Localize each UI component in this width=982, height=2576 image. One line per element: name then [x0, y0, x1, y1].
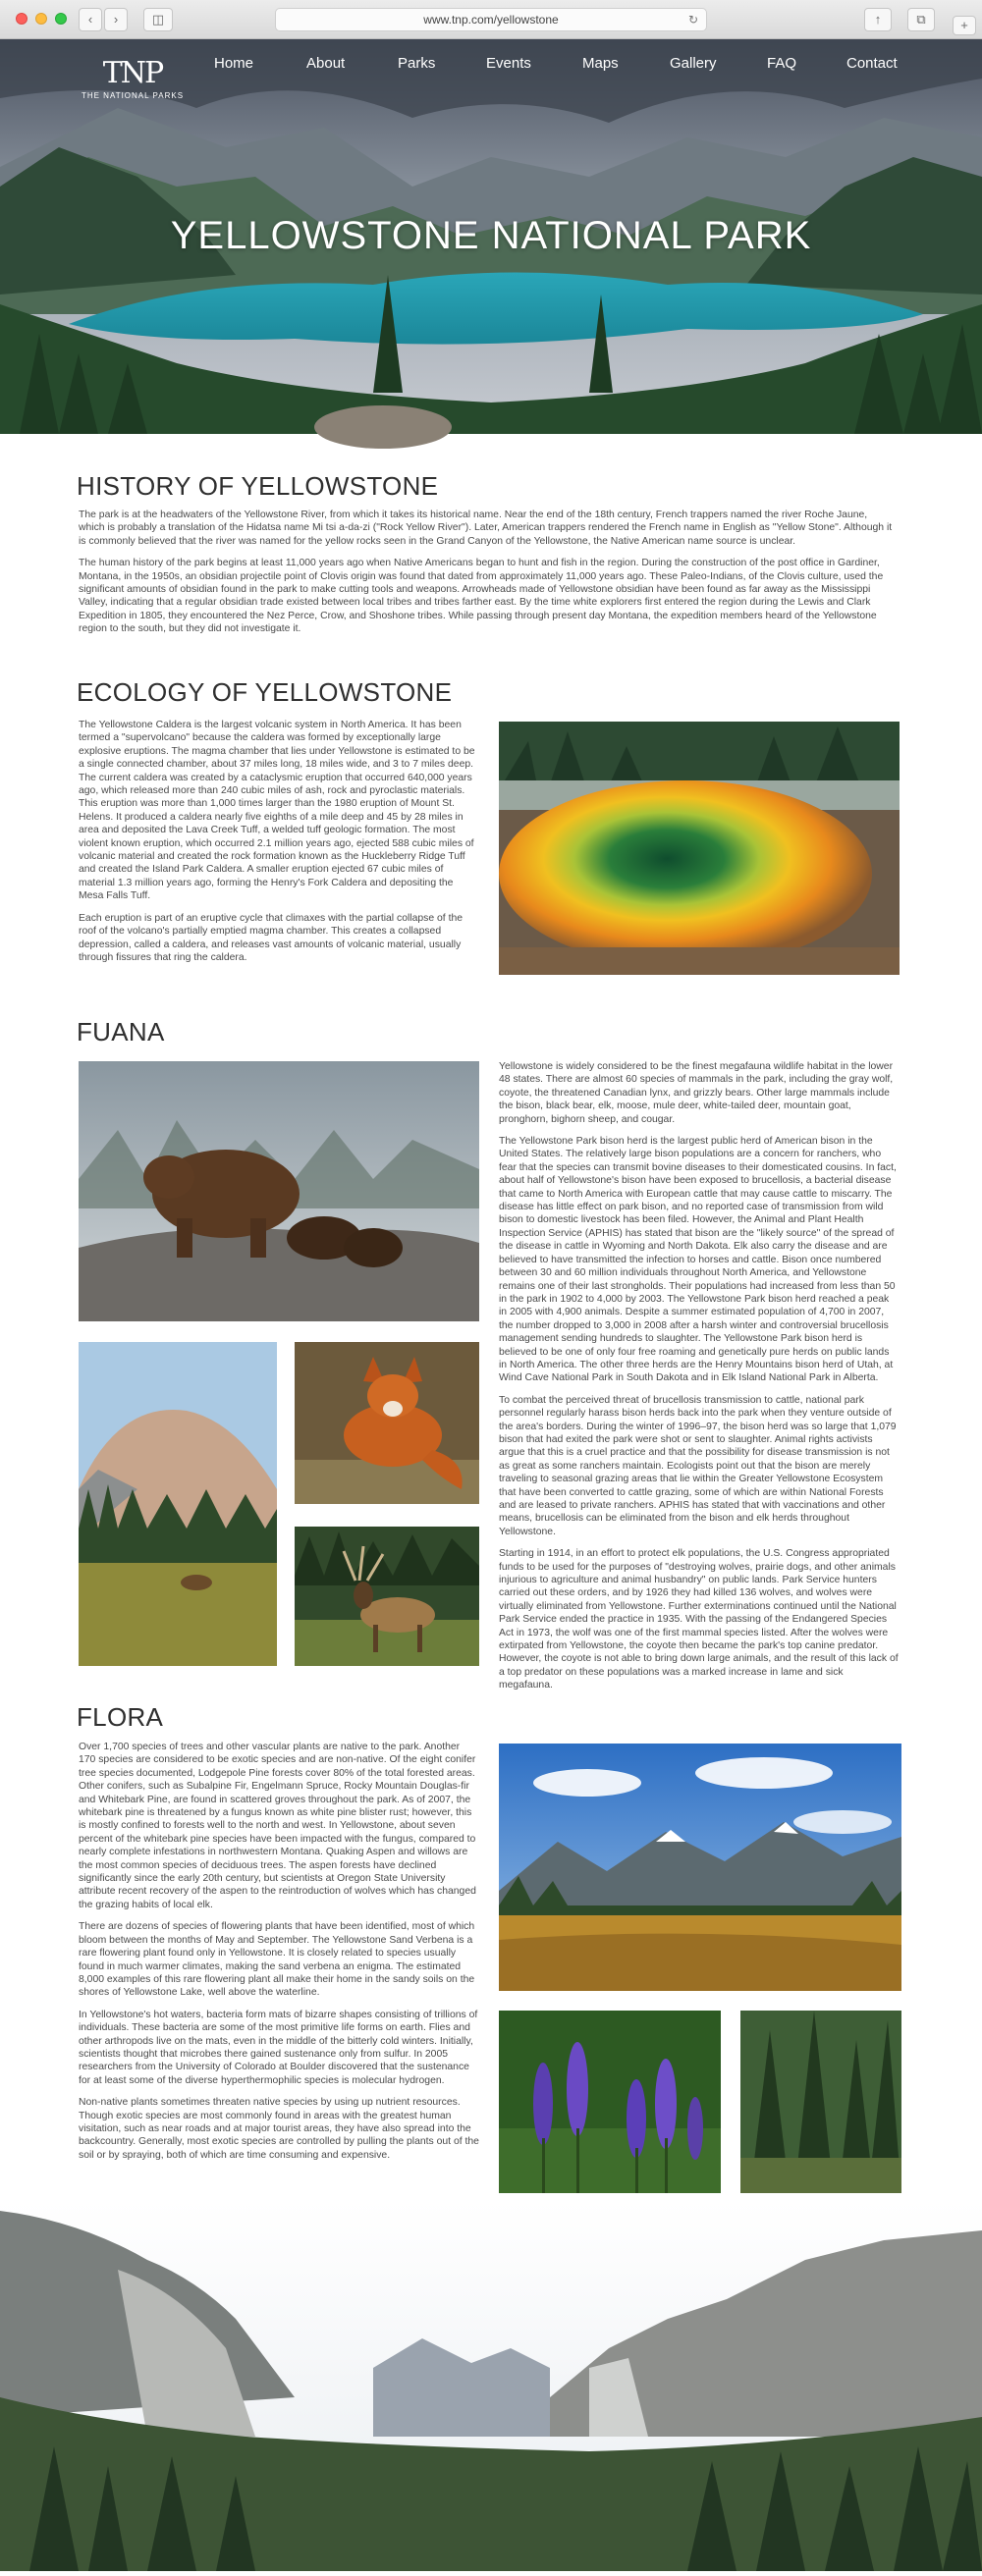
- tabs-icon[interactable]: ⧉: [907, 8, 935, 31]
- sidebar-icon[interactable]: ◫: [143, 8, 173, 31]
- new-tab-icon[interactable]: +: [953, 16, 976, 35]
- lupine-flowers-image: [499, 2011, 721, 2193]
- flora-paragraph: Over 1,700 species of trees and other vascular plants are native to the park. Another 170 species are considered to be exotic species and are non-native. Of the eight conifer tree species documented, Lodgepole Pine forests cover 80% of the total forested areas. Other conifers, such as Subalpine Fir, Engelmann Spruce, Rocky Mountain Douglas-fir and Whitebark Pine, are found in scattered groves throughout the park. As of 2007, the whitebark pine is threatened by a fungus known as white pine blister rust; however, this is mostly confined to forests well to the north and west. In Yellowstone, about seven percent of the whitebark pine species have been impacted with the fungus, compared to nearly complete infestations in northwestern Montana. Quaking Aspen and willows are the most common species of deciduous trees. The aspen forests have declined significantly since the early 20th century, but scientists at Oregon State University attribute recent recovery of the aspen to the reintroduction of wolves which has changed the grazing habits of local elk.: [79, 1742, 476, 1910]
- fox-image: [295, 1342, 479, 1504]
- flora-paragraph: In Yellowstone's hot waters, bacteria form mats of bizarre shapes consisting of trillions of individuals. These bacteria are some of the most primitive life forms on earth. Flies and other arthropods live on the mats, even in the middle of the bitterly cold winters. Initially, scientists thought that microbes there gained sustenance only from sulfur. In 2005 researchers from the University of Colorado at Boulder discovered that the sustenance for at least some of the diverse hyperthermophilic species is molecular hydrogen.: [79, 2009, 478, 2086]
- bear-image: [79, 1061, 479, 1321]
- zoom-window-button[interactable]: [55, 13, 67, 25]
- ecology-heading: ECOLOGY OF YELLOWSTONE: [77, 677, 453, 707]
- hot-spring-image: [499, 722, 900, 975]
- share-icon[interactable]: ↑: [864, 8, 892, 31]
- hero-banner: [0, 39, 982, 434]
- browser-toolbar: [0, 0, 982, 39]
- history-heading: HISTORY OF YELLOWSTONE: [77, 471, 439, 501]
- minimize-window-button[interactable]: [35, 13, 47, 25]
- nav-home[interactable]: Home: [214, 55, 254, 72]
- fauna-paragraph: Starting in 1914, in an effort to protect elk populations, the U.S. Congress appropriated funds to be used for the purposes of "destroying wolves, prairie dogs, and other animals injurious to agriculture and animal husbandry" on public lands. Park Service hunters carried out these orders, and by 1926 they had killed 136 wolves, and wolves were virtually eliminated from Yellowstone. Further exterminations continued until the National Park Service ended the practice in 1935. With the passing of the Endangered Species Act in 1973, the wolf was one of the first mammal species listed. After the wolves were extirpated from Yellowstone, the coyote then became the park's top canine predator. However, the coyote is not able to bring down large animals, and the result of this lack of a top predator on these populations was a marked increase in lame and sick megafauna.: [499, 1548, 899, 1691]
- reload-icon[interactable]: ↻: [687, 13, 698, 27]
- hero-title: YELLOWSTONE NATIONAL PARK: [170, 214, 812, 257]
- history-paragraph: The park is at the headwaters of the Yellowstone River, from which it takes its historical name. Near the end of the 18th century, French trappers named the river Roche Jaune, which is probably a translation of the Hidatsa name Mi tsi a-da-zi ("Rock Yellow River"). Later, American trappers rendered the French name in English as "Yellow Stone". Although it is commonly believed that the river was named for the yellow rocks seen in the Grand Canyon of the Yellowstone, the Native American name source is unclear.: [79, 510, 893, 547]
- flora-paragraph: There are dozens of species of flowering plants that have been identified, most of which bloom between the months of May and September. The Yellowstone Sand Verbena is a rare flowering plant found only in Yellowstone. It is closely related to species usually found in much warmer climates, making the sand verbena an enigma. The estimated 8,000 examples of this rare flowering plant all make their home in the sandy soils on the shores of Yellowstone Lake, well above the waterline.: [79, 1921, 475, 1999]
- back-icon[interactable]: ‹: [79, 8, 102, 31]
- ecology-text: [79, 719, 479, 984]
- nav-parks[interactable]: Parks: [398, 55, 436, 72]
- nav-contact[interactable]: Contact: [846, 55, 898, 72]
- history-text: [79, 509, 894, 642]
- url-text: www.tnp.com/yellowstone: [423, 13, 559, 27]
- meadow-image: [499, 1744, 901, 1991]
- elk-image: [295, 1527, 479, 1666]
- fauna-text: [499, 1060, 900, 1691]
- fauna-paragraph: Yellowstone is widely considered to be the finest megafauna wildlife habitat in the lower 48 states. There are almost 60 species of mammals in the park, including the gray wolf, coyote, the threatened Canadian lynx, and grizzly bears. Other large mammals include the bison, black bear, elk, moose, mule deer, white-tailed deer, mountain goat, pronghorn, bighorn sheep, and cougar.: [499, 1061, 894, 1125]
- forest-image: [740, 2011, 901, 2193]
- nav-events[interactable]: Events: [486, 55, 531, 72]
- fauna-paragraph: The Yellowstone Park bison herd is the largest public herd of American bison in the United States. The relatively large bison populations are a concern for ranchers, who fear that the species can transmit bovine diseases to their domesticated cousins. In fact, about half of Yellowstone's bison have been exposed to brucellosis, a bacterial disease that came to North America with European cattle that may cause cattle to miscarry. The disease has little effect on park bison, and no reported case of transmission from wild bison to domestic livestock has been filed. However, the Animal and Plant Health Inspection Service (APHIS) has stated that bison are the "likely source" of the spread of the disease in cattle in Wyoming and North Dakota. Elk also carry the disease and are believed to have transmitted the infection to horses and cattle. Bison once numbered between 30 and 60 million individuals throughout North America, and Yellowstone remains one of their last strongholds. Their populations had increased from less than 50 in the park in 1902 to 4,000 by 2003. The Yellowstone Park bison herd reached a peak in 2005 with 4,900 animals. Despite a summer estimated population of 4,700 in 2007, the number dropped to 3,000 in 2008 after a harsh winter and controversial brucellosis management sending hundreds to slaughter. The Yellowstone Park bison herd is believed to be one of only four free roaming and genetically pure herds on public lands in North America. The other three herds are the Henry Mountains bison herd of Utah, at Wind Cave National Park in South Dakota and in Elk Island National Park in Alberta.: [499, 1136, 897, 1384]
- forward-icon[interactable]: ›: [104, 8, 128, 31]
- flora-text: [79, 1741, 479, 2200]
- close-window-button[interactable]: [16, 13, 27, 25]
- ecology-paragraph: The Yellowstone Caldera is the largest volcanic system in North America. It has been termed a "supervolcano" because the caldera was formed by exceptionally large explosive eruptions. The magma chamber that lies under Yellowstone is estimated to be a single connected chamber, about 37 miles long, 18 miles wide, and 3 to 7 miles deep. The current caldera was created by a cataclysmic eruption that occurred 640,000 years ago, which released more than 240 cubic miles of ash, rock and pyroclastic materials. This eruption was more than 1,000 times larger than the 1980 eruption of Mount St. Helens. It produced a caldera nearly five eighths of a mile deep and 45 by 28 miles in area and deposited the Lava Creek Tuff, a welded tuff geologic formation. The most violent known eruption, which occurred 2.1 million years ago, ejected 588 cubic miles of volcanic material and created the rock formation known as the Huckleberry Ridge Tuff and created the Island Park Caldera. A smaller eruption ejected 67 cubic miles of material 1.3 million years ago, forming the Henry's Fork Caldera and depositing the Mesa Falls Tuff.: [79, 720, 475, 902]
- nav-gallery[interactable]: Gallery: [670, 55, 717, 72]
- fauna-heading: FUANA: [77, 1017, 165, 1046]
- footer-landscape-image: [0, 2201, 982, 2571]
- nav-maps[interactable]: Maps: [582, 55, 619, 72]
- logo-mark: TNP: [102, 56, 163, 90]
- history-paragraph: The human history of the park begins at least 11,000 years ago when Native Americans began to hunt and fish in the region. During the construction of the post office in Gardiner, Montana, in the 1950s, an obsidian projectile point of Clovis origin was found that dated from approximately 11,000 years ago. These Paleo-Indians, of the Clovis culture, used the significant amounts of obsidian found in the park to make cutting tools and weapons. Arrowheads made of Yellowstone obsidian have been found as far away as the Mississippi Valley, indicating that a regular obsidian trade existed between local tribes and tribes farther east. By the time white explorers first entered the region during the Lewis and Clark Expedition in 1805, they encountered the Nez Perce, Crow, and Shoshone tribes. While passing through present day Montana, the expedition members heard of the Yellowstone region to the south, but they did not investigate it.: [79, 558, 884, 635]
- flora-heading: FLORA: [77, 1702, 164, 1732]
- ecology-paragraph: Each eruption is part of an eruptive cycle that climaxes with the partial collapse of the roof of the volcano's partially emptied magma chamber. This creates a collapsed depression, called a caldera, and releases vast amounts of volcanic material, usually through fissures that ring the caldera.: [79, 912, 464, 963]
- flora-paragraph: Non-native plants sometimes threaten native species by using up nutrient resources. Though exotic species are most commonly found in areas with the greatest human visitation, such as near roads and at major tourist areas, they have also spread into the backcountry. Generally, most exotic species are controlled by pulling the plants out of the soil or by spraying, both of which are time consuming and expensive.: [79, 2097, 479, 2161]
- address-bar[interactable]: [275, 8, 707, 31]
- logo-text: THE NATIONAL PARKS: [81, 91, 185, 100]
- nav-about[interactable]: About: [306, 55, 346, 72]
- fauna-paragraph: To combat the perceived threat of brucellosis transmission to cattle, national park personnel regularly harass bison herds back into the park when they venture outside of the area's borders. During the winter of 1996–97, the bison herd was so large that 1,079 bison that had exited the park were shot or sent to slaughter. Animal rights activists argue that this is a cruel practice and that the possibility for disease transmission is not as great as some ranchers maintain. Ecologists point out that the bison are merely traveling to seasonal grazing areas that lie within the Greater Yellowstone Ecosystem that have been converted to cattle grazing, some of which are within National Forests and are leased to private ranchers. APHIS has stated that with vaccinations and other means, brucellosis can be eliminated from the bison and elk herds throughout Yellowstone.: [499, 1394, 897, 1537]
- nav-faq[interactable]: FAQ: [767, 55, 797, 72]
- main-navigation: [0, 55, 982, 84]
- half-dome-elk-image: [79, 1342, 277, 1666]
